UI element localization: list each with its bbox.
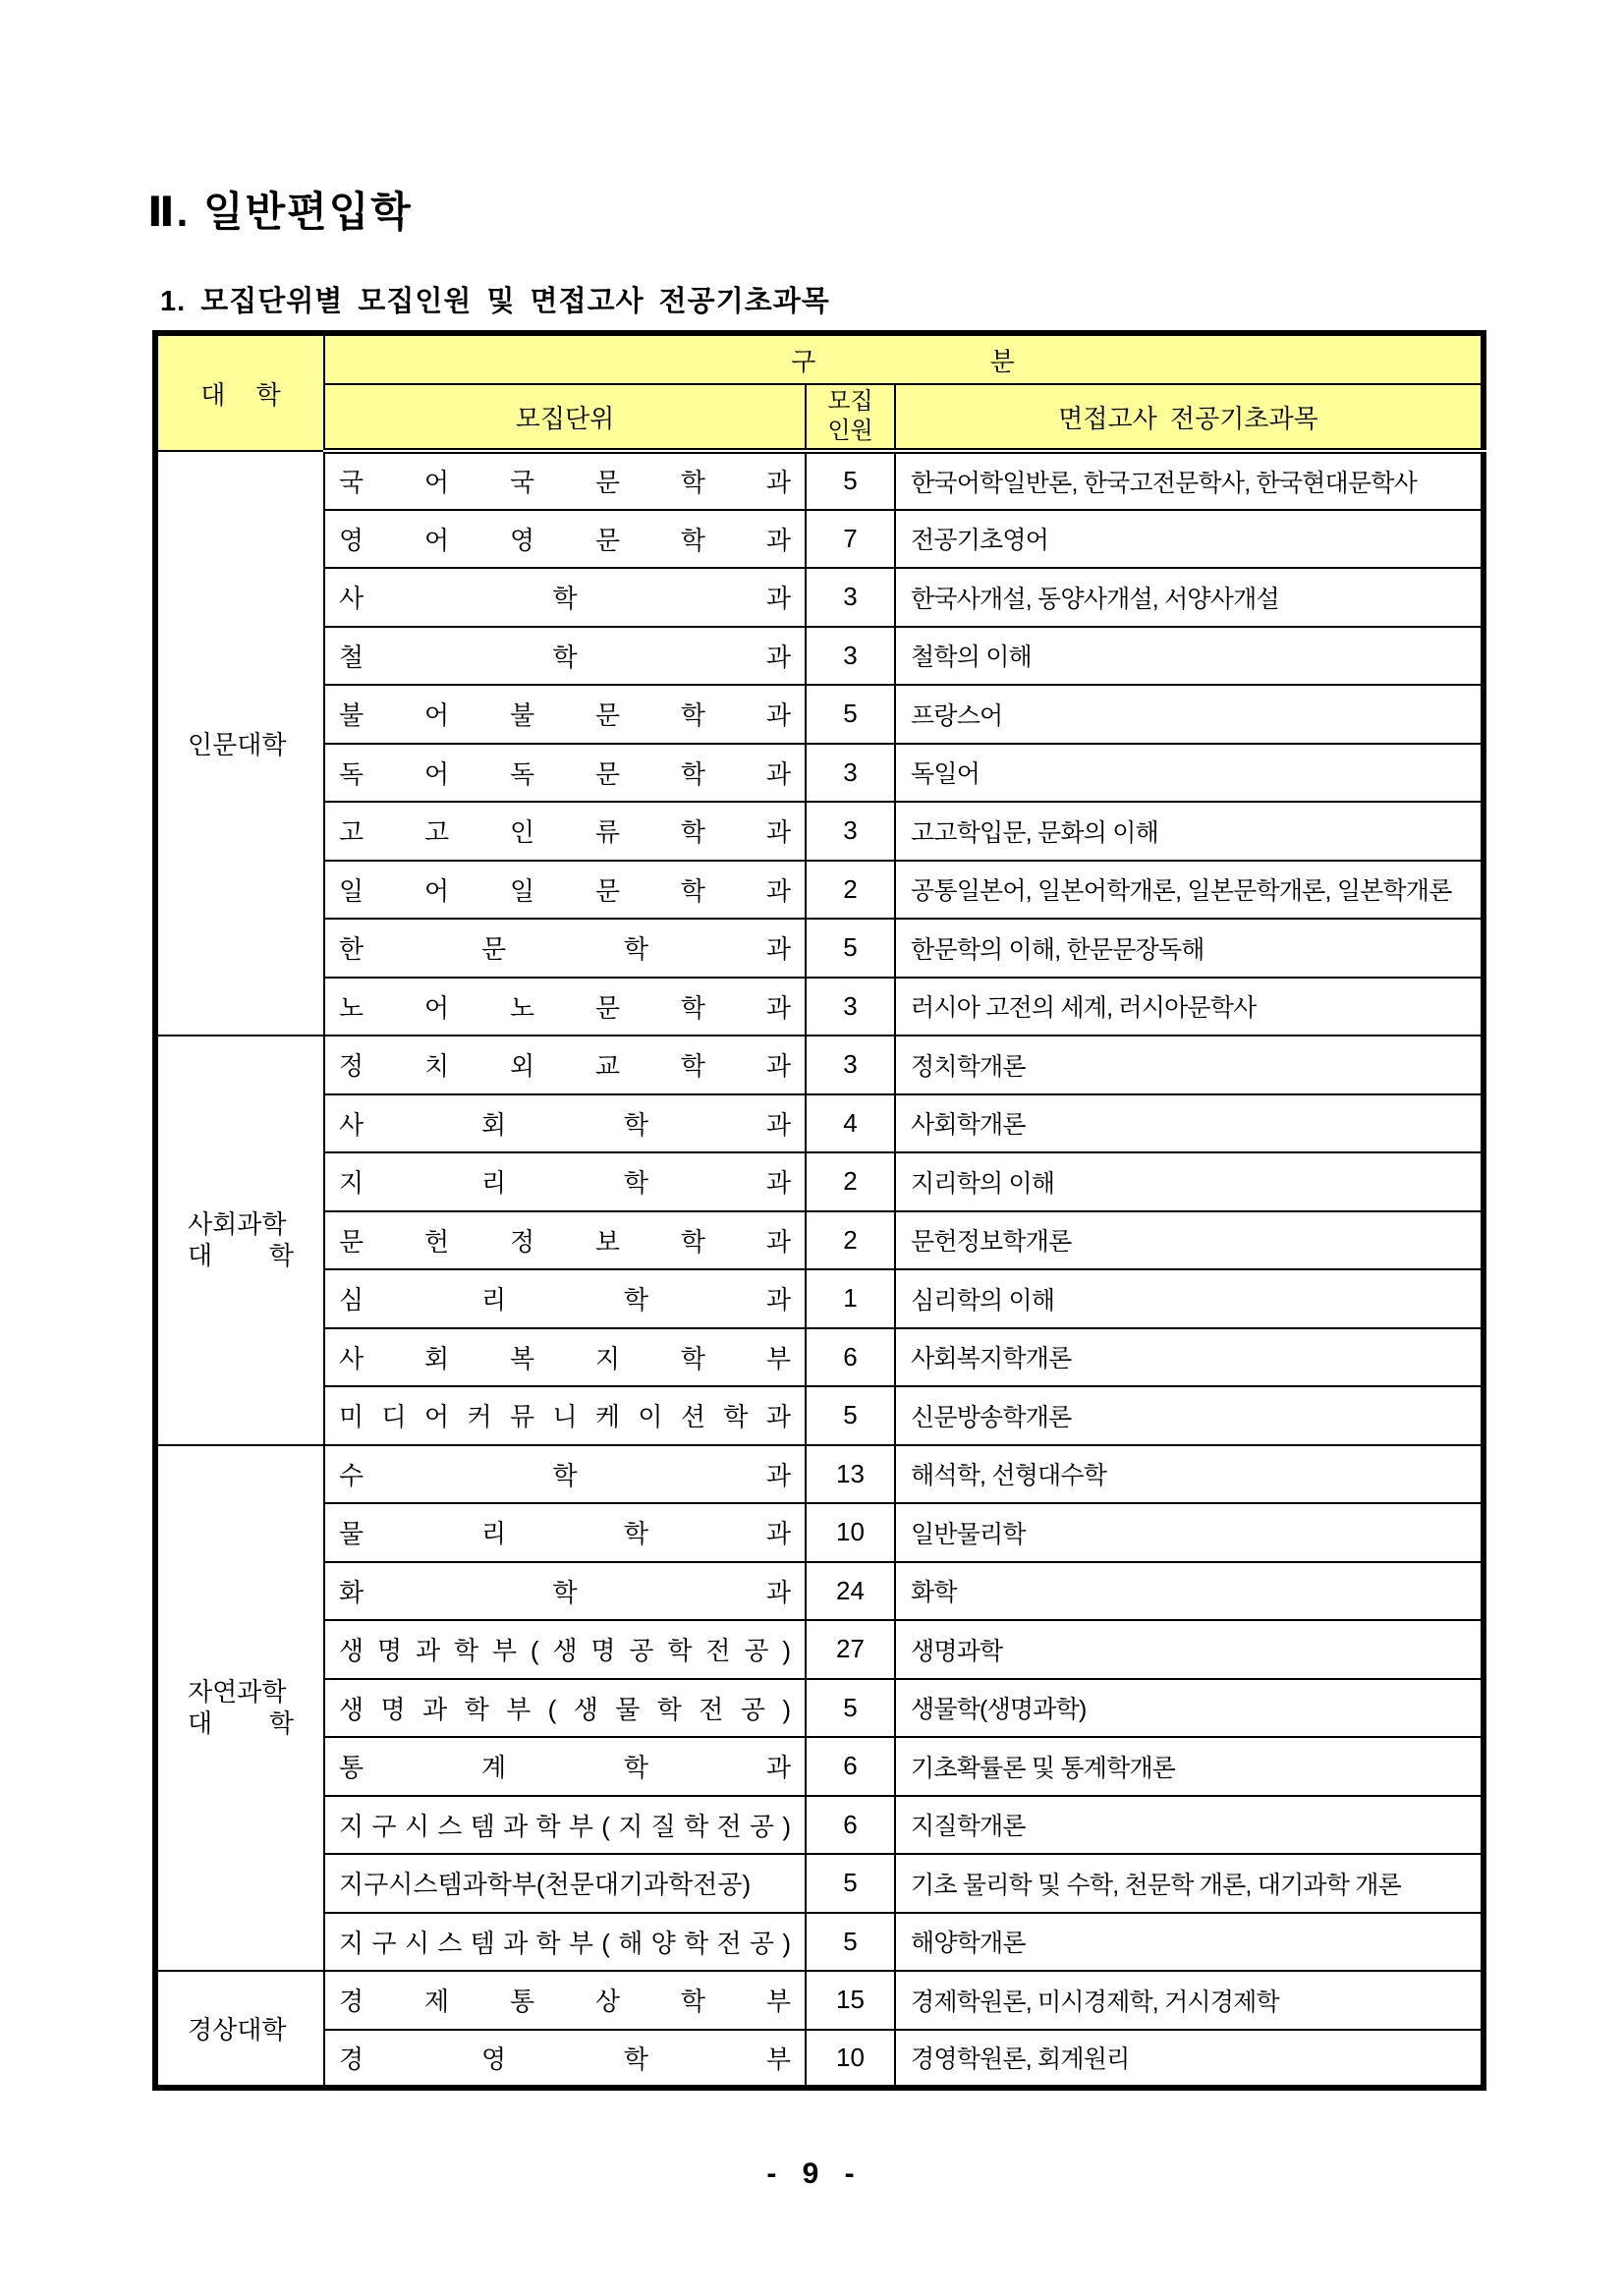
subjects-cell: 일반물리학 bbox=[895, 1503, 1484, 1562]
header-quota bbox=[806, 384, 895, 451]
quota-cell: 3 bbox=[806, 802, 895, 861]
unit-cell: 사 회 복 지 학 부 bbox=[324, 1328, 806, 1387]
header-quota-line2: 인원 bbox=[827, 418, 873, 444]
subjects-cell: 기초확률론 및 통계학개론 bbox=[895, 1737, 1484, 1796]
subjects-cell: 정치학개론 bbox=[895, 1036, 1484, 1094]
header-category: 구 분 bbox=[324, 333, 1484, 384]
table-row bbox=[155, 744, 1484, 803]
unit-cell: 국 어 국 문 학 과 bbox=[324, 451, 806, 510]
table-row bbox=[155, 919, 1484, 978]
header-row-category bbox=[155, 333, 1484, 384]
table-row bbox=[155, 1211, 1484, 1270]
subjects-cell: 해석학, 선형대수학 bbox=[895, 1445, 1484, 1504]
unit-cell: 생 명 과 학 부 ( 생 물 학 전 공 ) bbox=[324, 1679, 806, 1738]
college-label bbox=[188, 729, 294, 760]
section-heading: 1. 모집단위별 모집인원 및 면접고사 전공기초과목 bbox=[160, 286, 830, 317]
college-label bbox=[188, 1208, 294, 1271]
quota-cell: 6 bbox=[806, 1328, 895, 1387]
quota-cell: 5 bbox=[806, 1913, 895, 1972]
quota-cell: 5 bbox=[806, 1386, 895, 1445]
subjects-cell: 화학 bbox=[895, 1562, 1484, 1621]
quota-cell: 5 bbox=[806, 685, 895, 744]
unit-cell: 사 학 과 bbox=[324, 568, 806, 627]
table-row bbox=[155, 1503, 1484, 1562]
table-row bbox=[155, 1913, 1484, 1972]
college-cell bbox=[155, 451, 324, 1036]
table-row bbox=[155, 802, 1484, 861]
quota-cell: 3 bbox=[806, 1036, 895, 1094]
quota-cell: 10 bbox=[806, 2030, 895, 2089]
header-quota-line1: 모집 bbox=[827, 388, 873, 415]
table-row bbox=[155, 627, 1484, 686]
unit-cell: 철 학 과 bbox=[324, 627, 806, 686]
table-row bbox=[155, 2030, 1484, 2089]
table-row bbox=[155, 568, 1484, 627]
college-label-line: 경상대학 bbox=[188, 2014, 287, 2044]
unit-cell: 수 학 과 bbox=[324, 1445, 806, 1504]
quota-cell: 27 bbox=[806, 1620, 895, 1679]
quota-cell: 3 bbox=[806, 627, 895, 686]
unit-cell: 영 어 영 문 학 과 bbox=[324, 510, 806, 569]
unit-cell: 지 구 시 스 템 과 학 부 ( 해 양 학 전 공 ) bbox=[324, 1913, 806, 1972]
college-label-line: 자연과학 bbox=[188, 1677, 287, 1708]
table-row bbox=[155, 1796, 1484, 1855]
unit-cell: 고 고 인 류 학 과 bbox=[324, 802, 806, 861]
subjects-cell: 독일어 bbox=[895, 744, 1484, 803]
header-row-columns bbox=[155, 384, 1484, 451]
table-row bbox=[155, 861, 1484, 920]
quota-cell: 2 bbox=[806, 1152, 895, 1211]
quota-cell: 3 bbox=[806, 978, 895, 1036]
header-unit: 모집단위 bbox=[324, 384, 806, 451]
subjects-cell: 심리학의 이해 bbox=[895, 1269, 1484, 1328]
unit-cell: 정 치 외 교 학 과 bbox=[324, 1036, 806, 1094]
unit-cell: 통 계 학 과 bbox=[324, 1737, 806, 1796]
quota-cell: 6 bbox=[806, 1737, 895, 1796]
unit-cell: 한 문 학 과 bbox=[324, 919, 806, 978]
page-number: - 9 - bbox=[766, 2157, 858, 2190]
college-label-line: 인문대학 bbox=[188, 729, 287, 759]
unit-cell: 불 어 불 문 학 과 bbox=[324, 685, 806, 744]
college-label bbox=[188, 1676, 294, 1739]
quota-cell: 24 bbox=[806, 1562, 895, 1621]
quota-cell: 5 bbox=[806, 919, 895, 978]
subjects-cell: 문헌정보학개론 bbox=[895, 1211, 1484, 1270]
table-row bbox=[155, 1679, 1484, 1738]
unit-cell: 생 명 과 학 부 ( 생 명 공 학 전 공 ) bbox=[324, 1620, 806, 1679]
unit-cell: 물 리 학 과 bbox=[324, 1503, 806, 1562]
subjects-cell: 한문학의 이해, 한문문장독해 bbox=[895, 919, 1484, 978]
unit-cell: 미 디 어 커 뮤 니 케 이 션 학 과 bbox=[324, 1386, 806, 1445]
table-row bbox=[155, 1328, 1484, 1387]
table-row bbox=[155, 1971, 1484, 2030]
quota-cell: 4 bbox=[806, 1094, 895, 1153]
quota-cell: 5 bbox=[806, 1679, 895, 1738]
subjects-cell: 전공기초영어 bbox=[895, 510, 1484, 569]
quota-cell: 2 bbox=[806, 861, 895, 920]
subjects-cell: 지리학의 이해 bbox=[895, 1152, 1484, 1211]
table-row bbox=[155, 1854, 1484, 1913]
quota-cell: 10 bbox=[806, 1503, 895, 1562]
unit-cell: 화 학 과 bbox=[324, 1562, 806, 1621]
subjects-cell: 한국어학일반론, 한국고전문학사, 한국현대문학사 bbox=[895, 451, 1484, 510]
subjects-cell: 경영학원론, 회계원리 bbox=[895, 2030, 1484, 2089]
unit-cell: 심 리 학 과 bbox=[324, 1269, 806, 1328]
subjects-cell: 러시아 고전의 세계, 러시아문학사 bbox=[895, 978, 1484, 1036]
quota-cell: 13 bbox=[806, 1445, 895, 1504]
unit-cell: 지구시스템과학부(천문대기과학전공) bbox=[324, 1854, 806, 1913]
table-row bbox=[155, 1386, 1484, 1445]
unit-cell: 문 헌 정 보 학 과 bbox=[324, 1211, 806, 1270]
unit-cell: 지 구 시 스 템 과 학 부 ( 지 질 학 전 공 ) bbox=[324, 1796, 806, 1855]
unit-cell: 독 어 독 문 학 과 bbox=[324, 744, 806, 803]
admission-table bbox=[152, 330, 1486, 2091]
table-row bbox=[155, 1152, 1484, 1211]
table-row bbox=[155, 1094, 1484, 1153]
unit-cell: 일 어 일 문 학 과 bbox=[324, 861, 806, 920]
quota-cell: 3 bbox=[806, 568, 895, 627]
table-row bbox=[155, 1036, 1484, 1094]
college-label bbox=[188, 2014, 294, 2045]
unit-cell: 경 영 학 부 bbox=[324, 2030, 806, 2089]
quota-cell: 5 bbox=[806, 1854, 895, 1913]
quota-cell: 2 bbox=[806, 1211, 895, 1270]
college-label-line: 사회과학 bbox=[188, 1209, 287, 1240]
subjects-cell: 해양학개론 bbox=[895, 1913, 1484, 1972]
table-row bbox=[155, 1737, 1484, 1796]
subjects-cell: 신문방송학개론 bbox=[895, 1386, 1484, 1445]
quota-cell: 5 bbox=[806, 451, 895, 510]
unit-cell: 사 회 학 과 bbox=[324, 1094, 806, 1153]
quota-cell: 15 bbox=[806, 1971, 895, 2030]
subjects-cell: 프랑스어 bbox=[895, 685, 1484, 744]
unit-cell: 경 제 통 상 학 부 bbox=[324, 1971, 806, 2030]
quota-cell: 3 bbox=[806, 744, 895, 803]
subjects-cell: 철학의 이해 bbox=[895, 627, 1484, 686]
subjects-cell: 생물학(생명과학) bbox=[895, 1679, 1484, 1738]
unit-cell: 노 어 노 문 학 과 bbox=[324, 978, 806, 1036]
quota-cell: 7 bbox=[806, 510, 895, 569]
subjects-cell: 사회학개론 bbox=[895, 1094, 1484, 1153]
college-cell bbox=[155, 1036, 324, 1445]
header-college: 대 학 bbox=[155, 333, 324, 451]
subjects-cell: 기초 물리학 및 수학, 천문학 개론, 대기과학 개론 bbox=[895, 1854, 1484, 1913]
header-subjects: 면접고사 전공기초과목 bbox=[895, 384, 1484, 451]
unit-cell: 지 리 학 과 bbox=[324, 1152, 806, 1211]
table-row bbox=[155, 685, 1484, 744]
quota-cell: 1 bbox=[806, 1269, 895, 1328]
subjects-cell: 고고학입문, 문화의 이해 bbox=[895, 802, 1484, 861]
table-row bbox=[155, 510, 1484, 569]
college-cell bbox=[155, 1971, 324, 2088]
quota-cell: 6 bbox=[806, 1796, 895, 1855]
college-cell bbox=[155, 1445, 324, 1972]
subjects-cell: 생명과학 bbox=[895, 1620, 1484, 1679]
table-row bbox=[155, 978, 1484, 1036]
subjects-cell: 경제학원론, 미시경제학, 거시경제학 bbox=[895, 1971, 1484, 2030]
table-row bbox=[155, 451, 1484, 510]
table-row bbox=[155, 1269, 1484, 1328]
subjects-cell: 공통일본어, 일본어학개론, 일본문학개론, 일본학개론 bbox=[895, 861, 1484, 920]
table-row bbox=[155, 1620, 1484, 1679]
table-row bbox=[155, 1445, 1484, 1504]
subjects-cell: 사회복지학개론 bbox=[895, 1328, 1484, 1387]
subjects-cell: 한국사개설, 동양사개설, 서양사개설 bbox=[895, 568, 1484, 627]
college-label-line: 대 학 bbox=[188, 1708, 294, 1739]
table-row bbox=[155, 1562, 1484, 1621]
college-label-line: 대 학 bbox=[188, 1241, 294, 1271]
table-body bbox=[155, 451, 1484, 2088]
subjects-cell: 지질학개론 bbox=[895, 1796, 1484, 1855]
page-title: Ⅱ. 일반편입학 bbox=[147, 189, 413, 235]
